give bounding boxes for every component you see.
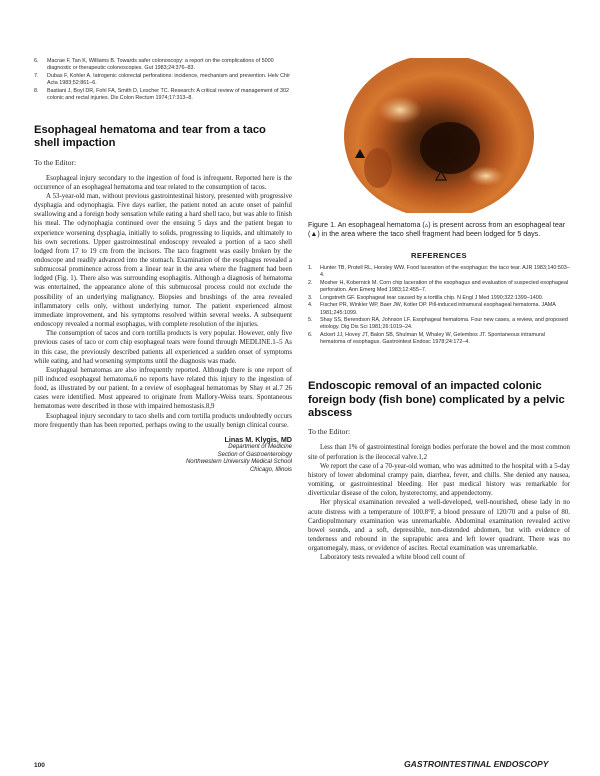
- paragraph: Her physical examination revealed a well-developed, well-nourished, obese lady in no acute distress with a temperature of 100.8°F, a blood pressure of 120/70 and a pulse of 80. Cardiopulmonary examination was unremarkable. Abdominal examination revealed active bowel sounds, and a soft, depressible, non-distended abdomen, but with evidence of tenderness and rebound in the suprapubic area and left lower quadrant. There was no organomegaly, mass, or evidence of ascites. Rectal examination was unremarkable.: [308, 499, 570, 553]
- endoscopy-figure: [308, 58, 570, 213]
- references-heading: REFERENCES: [411, 251, 467, 261]
- salutation: To the Editor:: [308, 427, 351, 437]
- paragraph: Esophageal hematomas are also infrequently reported. Although there is one report of pill induced esophageal hematoma,6 no reports have related this injury to the ingestion of food, as illustrated by our patient. In a review of esophageal hematomas by Shay et al.7 26 cases were identified. Most appeared to originate from Mallory-Weiss tears. Spontaneous hematomas were described in those with impaired hemostasis.8,9: [34, 366, 292, 411]
- paragraph: Laboratory tests revealed a white blood cell count of: [320, 554, 466, 562]
- article-body: [34, 174, 292, 430]
- reference-item: 2. Mosher H, Kobernick M. Corn chip laceration of the esophagus and evaluation of suspected esophageal perforation. Ann Emerg Med 1983;12:455–7.: [308, 279, 569, 294]
- article-body: [308, 443, 570, 562]
- reference-item: 1. Hunter TB, Protell RL, Horsley WW. Food laceration of the esophagus: the taco tear. AJR 1983;140:503–4.: [308, 265, 570, 279]
- paragraph: Esophageal injury secondary to taco shells and corn tortilla products undoubtedly occurs more frequently than has been reported, perhaps owing to the usually benign clinical course.: [34, 412, 292, 429]
- reference-item: 5. Shay SS, Berendson RA, Johnson LF. Esophageal hematoma. Four new cases, a review, and proposed etiology. Dig Dis Sci 1981;26:1019–24.: [308, 317, 568, 331]
- reference-item: 6. Macrae F, Tan K, Williams B. Towards safer colonoscopy: a report on the complications of 5000 diagnostic or therapeutic colonoscopies. Gut 1983;24:376–83.: [34, 58, 274, 72]
- reference-list: [308, 265, 570, 346]
- author-signature: [34, 435, 292, 474]
- journal-name: GASTROINTESTINAL ENDOSCOPY: [404, 759, 549, 769]
- paragraph: Esophageal injury secondary to the ingestion of food is infrequent. Reported here is the occurrence of an esophageal hematoma and tear related to the consumption of tacos.: [34, 174, 292, 191]
- author-name: Linas M. Klygis, MD: [224, 434, 292, 444]
- reference-item: 7. Dubas F, Kohler A. Iatrogenic colorectal perforations: incidence, mechanism and prevention. Helv Chir Acta 1983;52:861–6.: [34, 72, 291, 86]
- salutation: To the Editor:: [34, 157, 77, 167]
- reference-item: 6. Ackert JJ, Hovey JT, Balon SB, Shulman M, Whaley W, Gelembos JT. Spontaneous intramural hematoma of esophagus. Gastrointest Endosc 1978;24:172–4.: [308, 332, 545, 346]
- top-reference-list: [34, 58, 292, 102]
- author-affiliation: Section of Gastroenterology: [217, 451, 292, 458]
- page-number: 100: [34, 762, 45, 769]
- article-headline: Endoscopic removal of an impacted colonic foreign body (fish bone) complicated by a pelvic abscess: [308, 380, 565, 419]
- reference-item: 4. Fischer PR, Winkler WP, Baer JW, Kotler DP. Pill-induced intramural esophageal hematoma. JAMA 1981;245:1099.: [308, 302, 556, 316]
- reference-item: 3. Longstreth GF. Esophageal tear caused by a tortilla chip. N Engl J Med 1990;322:1399–1400.: [308, 294, 544, 301]
- right-column: [308, 58, 570, 562]
- author-affiliation: Northwestern University Medical School: [185, 459, 292, 466]
- left-column: [34, 58, 292, 474]
- paragraph: The consumption of tacos and corn tortilla products is very popular. However, only five previous cases of taco or corn chip esophageal tears were found through MEDLINE.1–5 As in this case, the previously described patients all experienced a sudden onset of symptoms while eating, and had worsening symptoms until the diagnosis was made.: [34, 330, 292, 365]
- paragraph: Less than 1% of gastrointestinal foreign bodies perforate the bowel and the most common site of perforation is the ileocecal valve.1,2: [308, 444, 570, 461]
- article-headline: Esophageal hematoma and tear from a taco shell impaction: [34, 123, 266, 150]
- author-affiliation: Department of Medicine: [228, 443, 292, 450]
- paragraph: A 53-year-old man, without previous gastrointestinal history, presented with progressive dysphagia and odynophagia. Five days earlier, the patient noted an acute onset of painful swallowing and a foreign body sensation while eating a hard shell taco, but was able to finish his meal. The odynophagia continued over the ensuing 5 days and the patient began to experience worsening dysphagia, initially to solids, progressing to liquids, and ultimately to his own secretions. Upper gastrointestinal endoscopy revealed a portion of a taco shell lodged from 17 to 19 cm from the incisors. The taco fragment was easily broken by the endoscope and readily advanced into the stomach. Examination of the esophagus revealed a submucosal prominence across from a linear tear in the area where the fragment had been lodged (Fig. 1). There also was surrounding esophagitis. Although a diagnosis of hematoma was entertained, the appearance alone of this submucosal process could not exclude the possibility of an underlying malignancy. Biopsies and brushings of the area revealed inflammatory cells only, without underlying tumor. The patient experienced almost immediate improvement, and his symptoms resolved within several weeks. A subsequent endoscopy revealed a normal esophagus, with complete resolution of the injuries.: [34, 192, 292, 329]
- paragraph: We report the case of a 70-year-old woman, who was admitted to the hospital with a 5-day history of lower abdominal crampy pain, diarrhea, fever, and chills. She denied any nausea, vomiting, or gastrointestinal bleeding. Her past medical history was remarkable for diverticular disease of the colon, hysterectomy, and appendectomy.: [308, 462, 570, 498]
- author-affiliation: Chicago, Illinois: [249, 466, 292, 473]
- reference-item: 8. Bastiani J, Boyl DR, Fohl FA, Smith D, Lescher TC. Research: A critical review of management of 302 colonic and rectal injuries. Dis Colon Rectum 1974;17:313–8.: [34, 87, 289, 101]
- endoscopy-photo: [308, 58, 570, 213]
- figure-caption: Figure 1. An esophageal hematoma (▵) is present across from an esophageal tear (▲) in the area where the taco shell fragment had been lodged for 5 days.: [308, 221, 566, 239]
